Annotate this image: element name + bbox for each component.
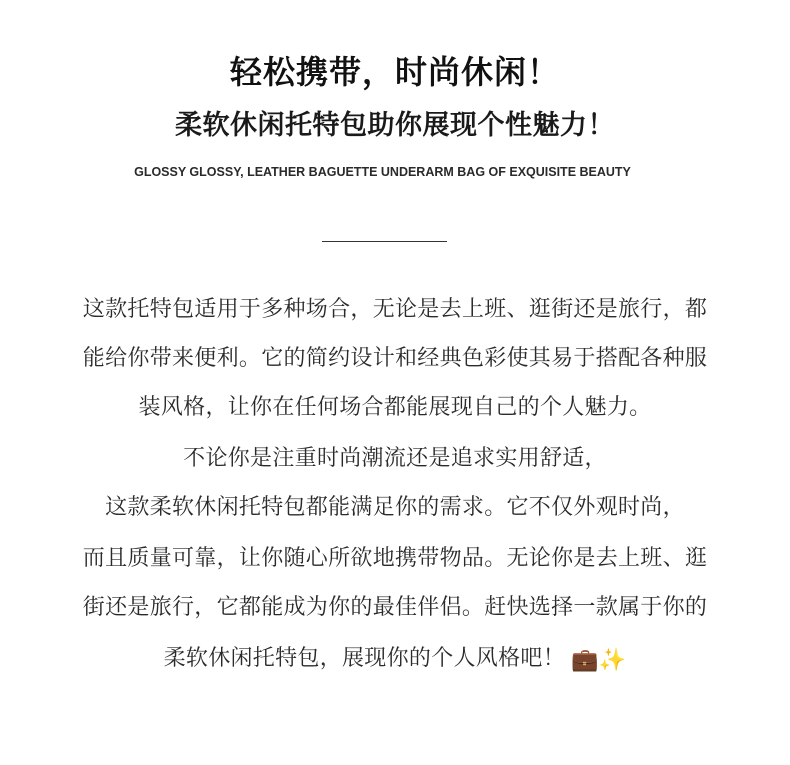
body-line-5: 这款柔软休闲托特包都能满足你的需求。它不仅外观时尚， — [105, 495, 685, 520]
body-line-8-text: 柔软休闲托特包，展现你的个人风格吧！ — [163, 646, 565, 671]
page-subtitle: 柔软休闲托特包助你展现个性魅力！ — [175, 110, 615, 141]
body-line-6: 而且质量可靠，让你随心所欲地携带物品。无论你是去上班、逛 — [82, 546, 708, 571]
english-tagline: GLOSSY GLOSSY, LEATHER BAGUETTE UNDERARM BAG OF EXQUISITE BEAUTY — [134, 165, 631, 179]
body-line-8 — [0, 643, 790, 677]
body-line-4: 不论你是注重时尚潮流还是追求实用舒适， — [183, 446, 607, 471]
body-line-3: 装风格，让你在任何场合都能展现自己的个人魅力。 — [138, 395, 652, 420]
page-title: 轻松携带，时尚休闲！ — [229, 53, 560, 91]
body-line-1: 这款托特包适用于多种场合，无论是去上班、逛街还是旅行，都 — [82, 297, 708, 322]
body-line-2: 能给你带来便利。它的简约设计和经典色彩使其易于搭配各种服 — [82, 346, 708, 371]
body-line-7: 街还是旅行，它都能成为你的最佳伴侣。赶快选择一款属于你的 — [82, 595, 708, 620]
briefcase-sparkles-icon: 💼✨ — [571, 648, 627, 673]
divider — [322, 241, 447, 242]
